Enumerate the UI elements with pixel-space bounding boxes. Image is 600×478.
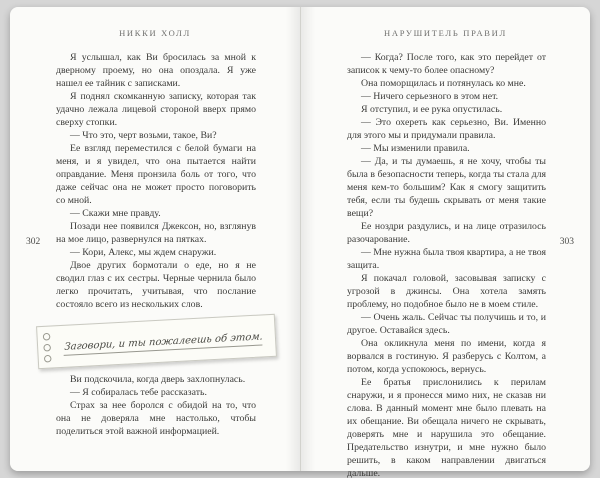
paragraph: — Ничего серьезного в этом нет. [361, 91, 499, 102]
left-running-head: НИККИ ХОЛЛ [119, 28, 191, 38]
left-paragraphs-after-note [56, 373, 256, 438]
right-text-column [301, 38, 590, 478]
paragraph: — Кори, Алекс, мы ждем снаружи. [70, 247, 217, 258]
right-paragraphs [347, 51, 546, 478]
left-page-number: 302 [26, 237, 41, 247]
paragraph: Ее взгляд переместился с белой бумаги на меня, и я увидел, что она пытается найти оправдание. Меня пронзила боль от того, что даже сейчас она не может просто поговорить со мной. [56, 143, 256, 206]
paragraph: Двое других бормотали о еде, но я не сводил глаз с их сестры. Черные чернила было легко прочитать, учитывая, что послание состояло всего из нескольких слов. [56, 260, 256, 310]
paragraph: Она поморщилась и потянулась ко мне. [361, 78, 526, 89]
paragraph: Я отступил, и ее рука опустилась. [361, 104, 503, 115]
paragraph: Позади нее появился Джексон, но, взглянув на мое лицо, развернулся на пятках. [56, 221, 256, 245]
paragraph: Я покачал головой, засовывая записку с угрозой в джинсы. Она хотела замять проблему, но подобное было не в моем стиле. [347, 273, 546, 310]
paragraph: — Что это, черт возьми, такое, Ви? [70, 130, 217, 141]
spiral-binding-icon [41, 331, 53, 363]
paragraph: — Очень жаль. Сейчас ты получишь и то, и другое. Оставайся здесь. [347, 312, 546, 336]
left-paragraphs-before-note [56, 51, 256, 311]
paragraph: — Мы изменили правила. [361, 143, 470, 154]
paragraph: Ее братья прислонились к перилам снаружи, и я пронесся мимо них, не сказав ни слова. В данный момент мне было плевать на их обещание. Ви обещала ничего не скрывать, доверять мне и нарушила это обещание. Предательство изнутри, и мне нужно было решить, в каком направлении двигаться дальше. [347, 377, 546, 478]
handwritten-note [56, 320, 263, 363]
left-page[interactable] [10, 7, 300, 471]
note-text: Заговори, и ты пожалеешь об этом. [63, 331, 263, 355]
paragraph: — Скажи мне правду. [70, 208, 161, 219]
right-running-head: НАРУШИТЕЛЬ ПРАВИЛ [384, 28, 507, 38]
book-spread [10, 7, 590, 478]
torn-paper-note [36, 314, 277, 369]
paragraph: — Когда? После того, как это перейдет от записок к чему-то более опасному? [347, 52, 546, 76]
right-page[interactable] [300, 7, 590, 478]
right-page-number: 303 [559, 237, 574, 247]
paragraph: Я поднял скомканную записку, которая так удачно лежала лицевой стороной вверх прямо сверху стопки. [56, 91, 256, 128]
paragraph: — Да, и ты думаешь, я не хочу, чтобы ты была в безопасности теперь, когда ты стала для меня кем-то большим? Как я смогу защитить тебя, если ты будешь скрывать от меня такие вещи? [347, 156, 546, 219]
paragraph: — Это охереть как серьезно, Ви. Именно для этого мы и придумали правила. [347, 117, 546, 141]
paragraph: Я услышал, как Ви бросилась за мной к дверному проему, но она опоздала. Я уже нашел ее тайник с записками. [56, 52, 256, 89]
paragraph: — Мне нужна была твоя квартира, а не твоя защита. [347, 247, 546, 271]
left-text-column [10, 38, 300, 438]
paragraph: Ви подскочила, когда дверь захлопнулась. [70, 374, 246, 385]
paragraph: Страх за нее боролся с обидой на то, что она не доверяла мне настолько, чтобы поделиться этой важной информацией. [56, 400, 256, 437]
paragraph: Ее ноздри раздулись, и на лице отразилось разочарование. [347, 221, 546, 245]
paragraph: — Я собиралась тебе рассказать. [70, 387, 207, 398]
paragraph: Она окликнула меня по имени, когда я ворвался в гостиную. Я разберусь с Колтом, а потом, когда успокоюсь, вернусь. [347, 338, 546, 375]
